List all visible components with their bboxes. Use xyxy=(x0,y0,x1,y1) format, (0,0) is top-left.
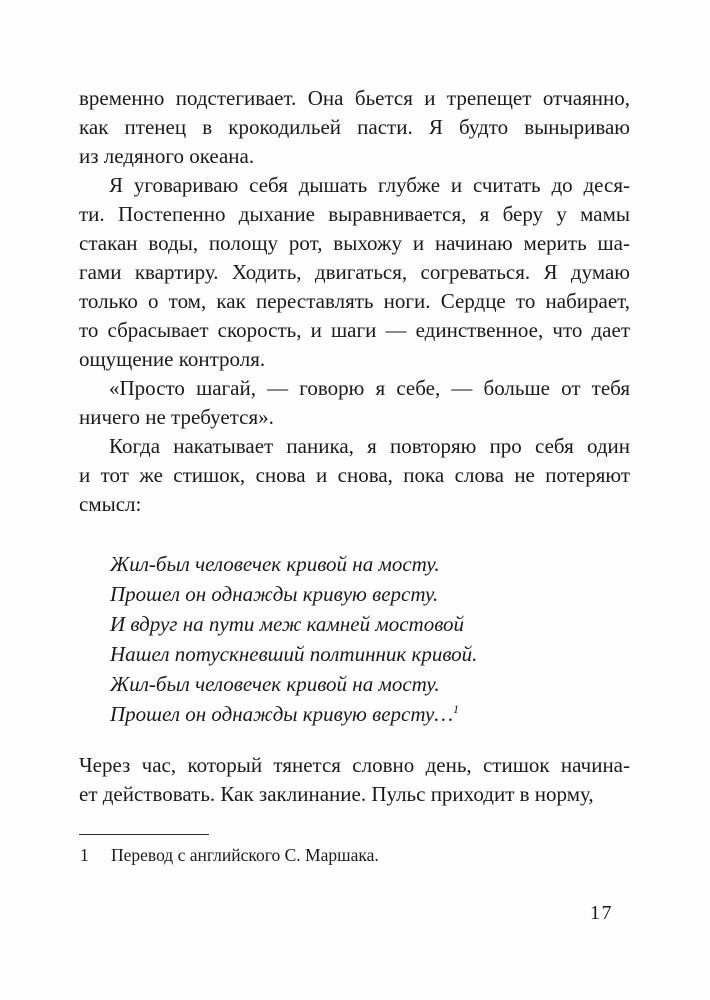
footnote-ref: 1 xyxy=(453,702,459,716)
poem xyxy=(110,549,630,729)
text-line: и тот же стишок, снова и снова, пока слова не потеряют xyxy=(79,463,630,487)
footnote-marker: 1 xyxy=(80,845,89,865)
text-line: ет действовать. Как заклинание. Пульс приходит в норму, xyxy=(79,782,594,806)
text-line: смысл: xyxy=(79,492,142,516)
text-line: ничего не требуется». xyxy=(79,405,274,429)
text-line: Я уговариваю себя дышать глубже и считать до деся- xyxy=(109,173,630,197)
poem-line: Прошел он однажды кривую версту. xyxy=(110,582,439,606)
text-line: Через час, который тянется словно день, стишок начина- xyxy=(79,753,630,777)
text-line: как птенец в крокодильей пасти. Я будто выныриваю xyxy=(79,115,630,139)
paragraph xyxy=(79,374,630,432)
footnote-separator xyxy=(79,834,209,835)
text-line: Когда накатывает паника, я повторяю про себя один xyxy=(109,434,630,458)
paragraph xyxy=(79,432,630,519)
text-line: из ледяного океана. xyxy=(79,144,255,168)
text-line: стакан воды, полощу рот, выхожу и начинаю мерить ша- xyxy=(79,231,630,255)
page-number: 17 xyxy=(590,902,613,924)
text-line: ти. Постепенно дыхание выравнивается, я беру у мамы xyxy=(79,202,630,226)
text-line: ощущение контроля. xyxy=(79,347,266,371)
footnote xyxy=(80,844,631,866)
poem-line: И вдруг на пути меж камней мостовой xyxy=(110,612,465,636)
footnote-text: Перевод с английского С. Маршака. xyxy=(111,845,379,865)
body-text xyxy=(79,84,630,809)
poem-line: Жил-был человечек кривой на мосту. xyxy=(110,672,440,696)
poem-line: Прошел он однажды кривую версту…$^1$ xyxy=(110,702,459,726)
paragraph xyxy=(79,84,630,171)
text-line: только о том, как переставлять ноги. Сердце то набирает, xyxy=(79,289,630,313)
poem-line: Нашел потускневший полтинник кривой. xyxy=(110,642,478,666)
text-line: «Просто шагай, — говорю я себе, — больше от тебя xyxy=(109,376,630,400)
text-line: гами квартиру. Ходить, двигаться, согреваться. Я думаю xyxy=(79,260,630,284)
poem-line: Жил-был человечек кривой на мосту. xyxy=(110,552,440,576)
text-line: временно подстегивает. Она бьется и трепещет отчаянно, xyxy=(79,86,630,110)
text-line: то сбрасывает скорость, и шаги — единственное, что дает xyxy=(79,318,630,342)
paragraph xyxy=(79,171,630,374)
paragraph xyxy=(79,751,630,809)
